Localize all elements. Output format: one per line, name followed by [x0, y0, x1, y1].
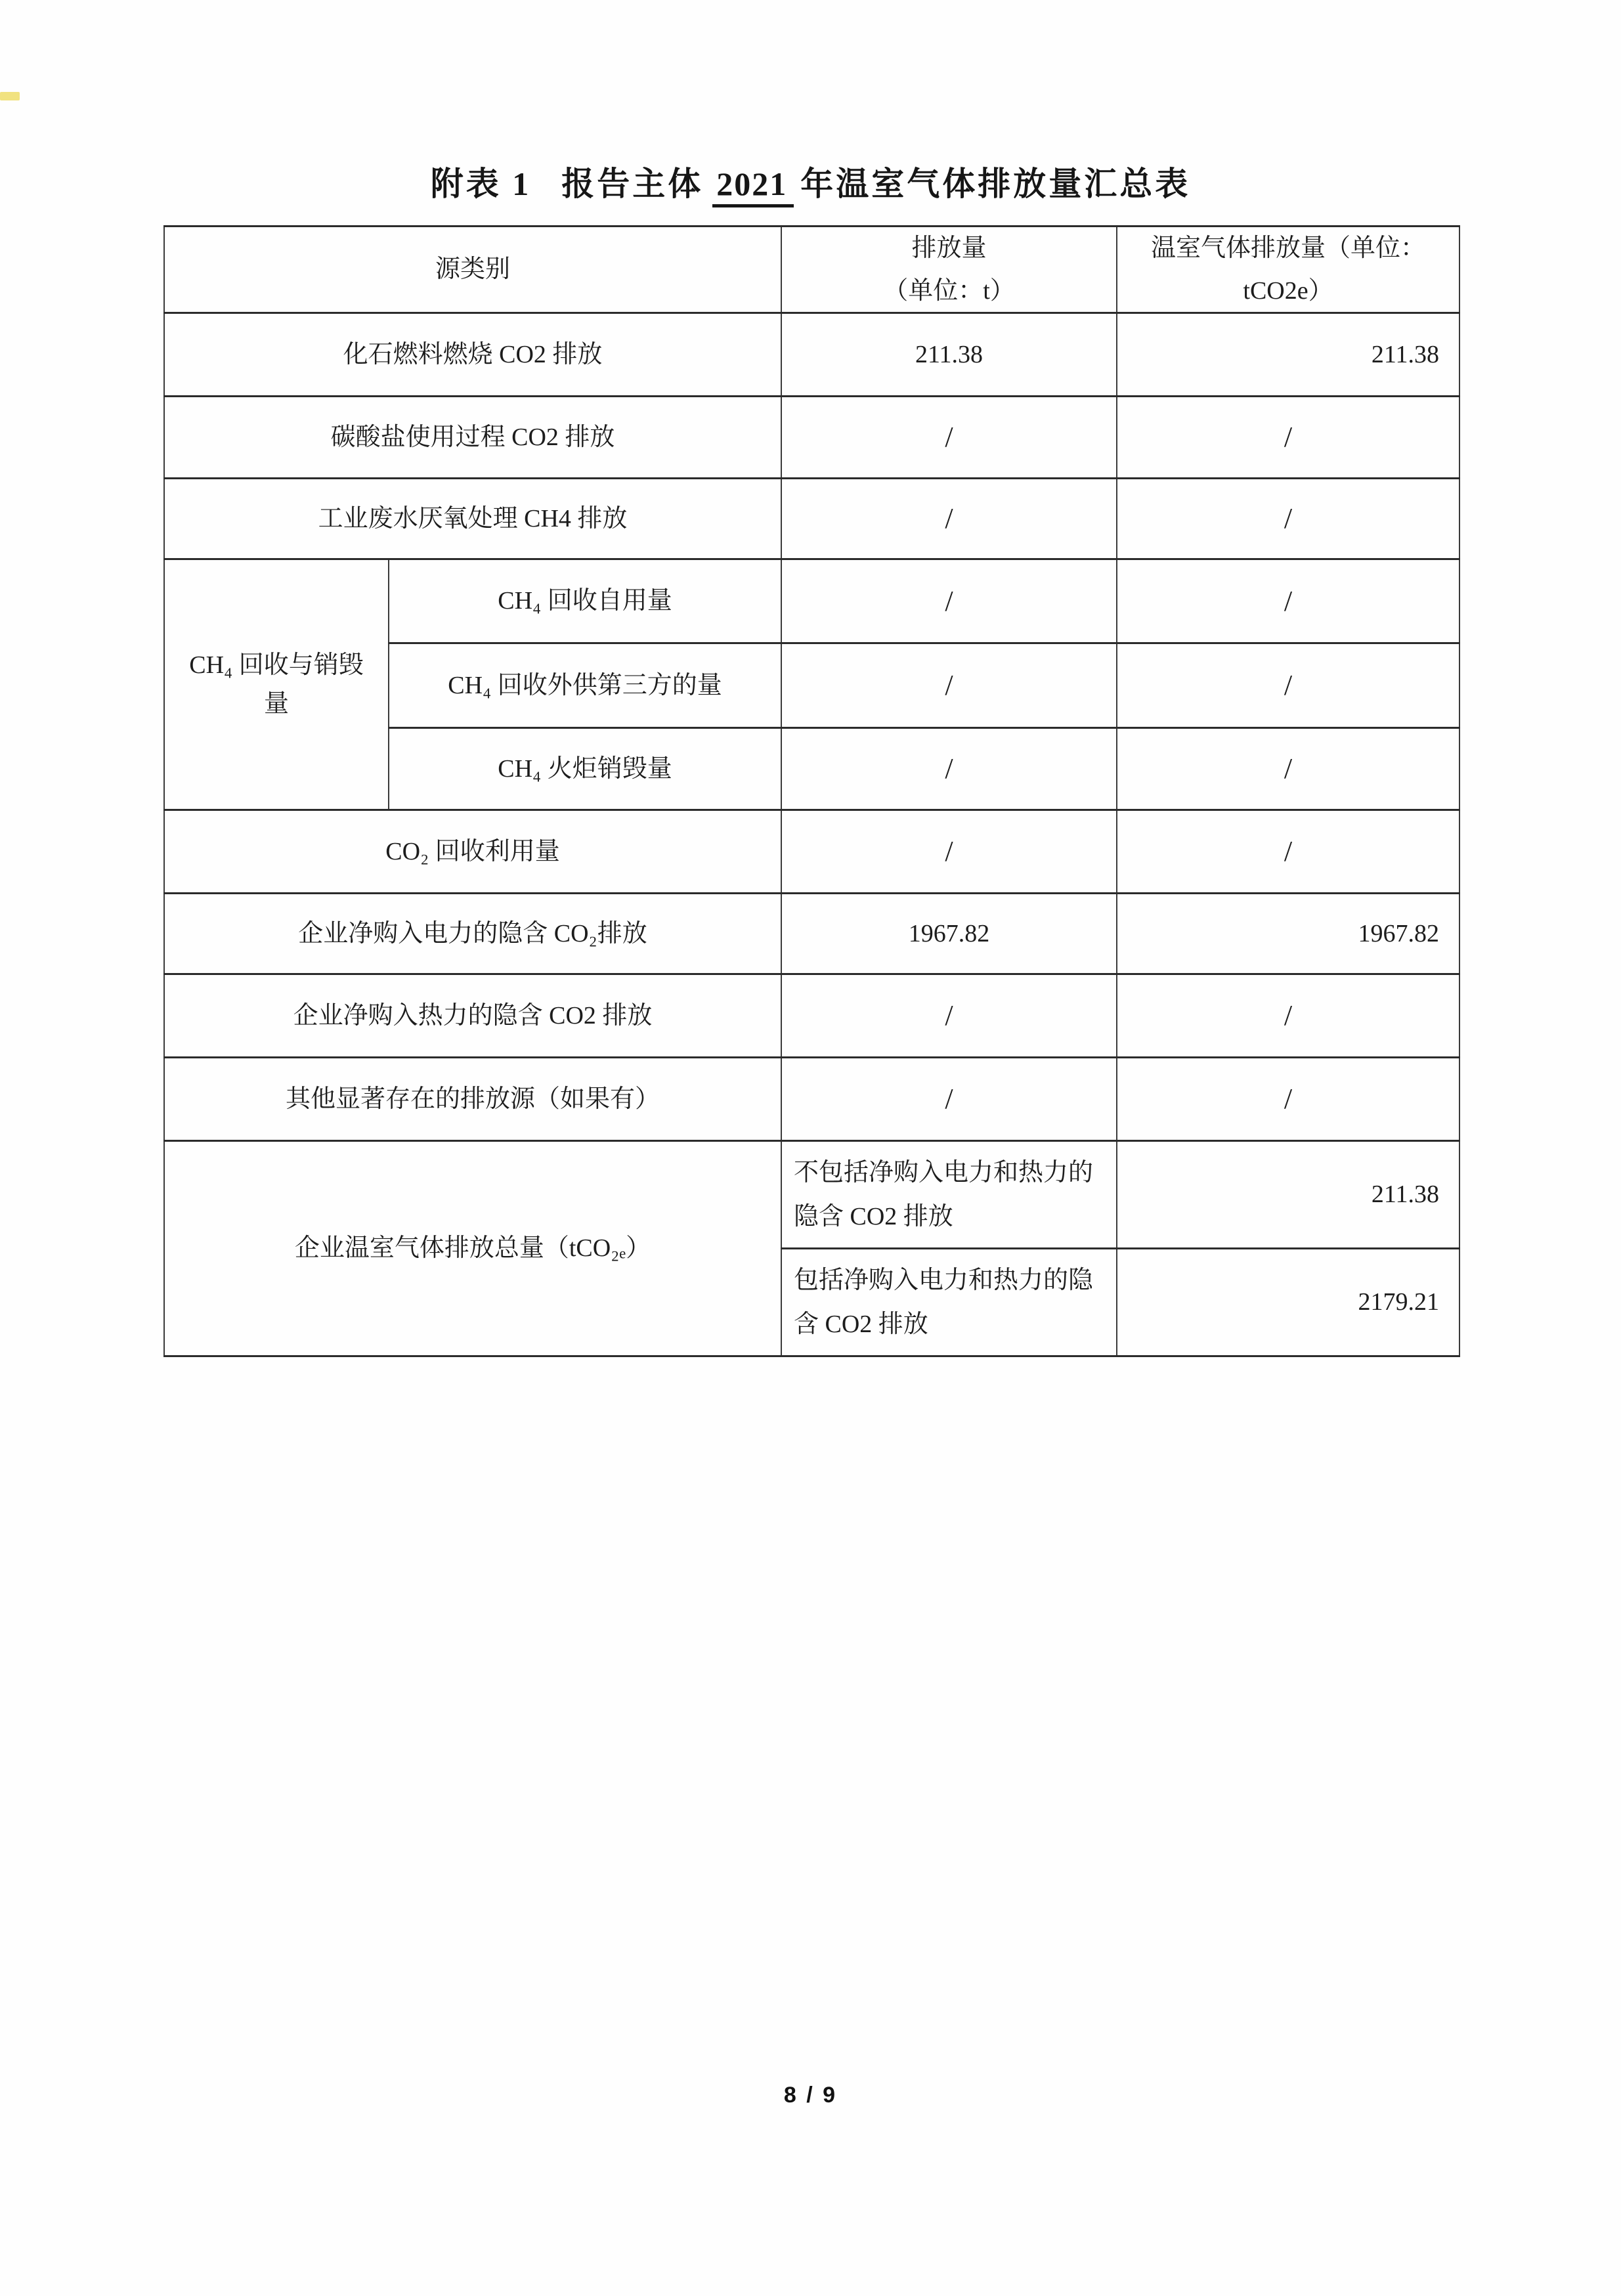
ch4-third-party-ghg-value: /: [1117, 643, 1459, 728]
header-emission: [781, 227, 1117, 313]
header-ghg: [1117, 227, 1459, 313]
other-sources-label: 其他显著存在的排放源（如果有）: [164, 1058, 781, 1141]
row-other-sources: [164, 1058, 1459, 1141]
electricity-emission-value: 1967.82: [781, 894, 1117, 974]
ch4-self-use-ghg-value: /: [1117, 559, 1459, 643]
header-emission-line1: 排放量: [911, 234, 987, 262]
header-ghg-line1: 温室气体排放量（单位：: [1151, 234, 1426, 262]
table-header-row: [164, 227, 1459, 313]
header-source-category-label: 源类别: [435, 255, 511, 284]
row-wastewater: [164, 479, 1459, 559]
ch4-group-label: CH₄ 回收与销毁量: [164, 559, 389, 810]
page-number: 8 / 9: [783, 2083, 838, 2108]
title-subject: 报告主体: [561, 165, 704, 202]
wastewater-emission-value: /: [781, 479, 1117, 559]
co2-recovery-label: CO₂ 回收利用量: [164, 810, 781, 894]
ch4-self-use-label: CH₄ 回收自用量: [389, 559, 781, 643]
fossil-ghg-value: 211.38: [1117, 313, 1459, 397]
electricity-ghg-value: 1967.82: [1117, 894, 1459, 974]
co2-recovery-emission-value: /: [781, 810, 1117, 894]
co2-recovery-ghg-value: /: [1117, 810, 1459, 894]
row-fossil-fuel: [164, 313, 1459, 397]
ch4-flare-label: CH₄ 火炬销毁量: [389, 728, 781, 810]
carbonate-emission-value: /: [781, 397, 1117, 479]
row-carbonate: [164, 397, 1459, 479]
wastewater-ghg-value: /: [1117, 479, 1459, 559]
row-ch4-self-use: [164, 559, 1459, 643]
row-heat: [164, 974, 1459, 1058]
heat-label: 企业净购入热力的隐含 CO2 排放: [164, 974, 781, 1058]
total-including-desc: 包括净购入电力和热力的隐含 CO2 排放: [781, 1249, 1117, 1356]
title-year-underlined: 2021: [712, 165, 794, 207]
total-group-label: 企业温室气体排放总量（tCO₂ₑ）: [164, 1141, 781, 1356]
fossil-emission-value: 211.38: [781, 313, 1117, 397]
title-rest: 年温室气体排放量汇总表: [800, 165, 1191, 202]
ch4-self-use-emission-value: /: [781, 559, 1117, 643]
total-excluding-value: 211.38: [1117, 1141, 1459, 1249]
carbonate-label: 碳酸盐使用过程 CO2 排放: [164, 397, 781, 479]
fossil-label: 化石燃料燃烧 CO2 排放: [164, 313, 781, 397]
header-emission-line2: （单位：t）: [883, 276, 1015, 305]
ch4-third-party-emission-value: /: [781, 643, 1117, 728]
other-sources-ghg-value: /: [1117, 1058, 1459, 1141]
ch4-third-party-label: CH₄ 回收外供第三方的量: [389, 643, 781, 728]
total-excluding-desc: 不包括净购入电力和热力的隐含 CO2 排放: [781, 1141, 1117, 1249]
row-total-excluding: [164, 1141, 1459, 1249]
heat-emission-value: /: [781, 974, 1117, 1058]
ch4-flare-emission-value: /: [781, 728, 1117, 810]
row-electricity: [164, 894, 1459, 974]
emissions-summary-table: [163, 225, 1460, 1357]
header-source-category: [164, 227, 781, 313]
wastewater-label: 工业废水厌氧处理 CH4 排放: [164, 479, 781, 559]
other-sources-emission-value: /: [781, 1058, 1117, 1141]
total-including-value: 2179.21: [1117, 1249, 1459, 1356]
page-title: [0, 158, 1621, 207]
ch4-flare-ghg-value: /: [1117, 728, 1459, 810]
header-ghg-line2: tCO2e）: [1243, 276, 1333, 305]
electricity-label: 企业净购入电力的隐含 CO₂排放: [164, 894, 781, 974]
scan-artifact-mark: [0, 92, 20, 100]
title-table-label: 附表 1: [430, 165, 532, 202]
heat-ghg-value: /: [1117, 974, 1459, 1058]
carbonate-ghg-value: /: [1117, 397, 1459, 479]
row-co2-recovery: [164, 810, 1459, 894]
